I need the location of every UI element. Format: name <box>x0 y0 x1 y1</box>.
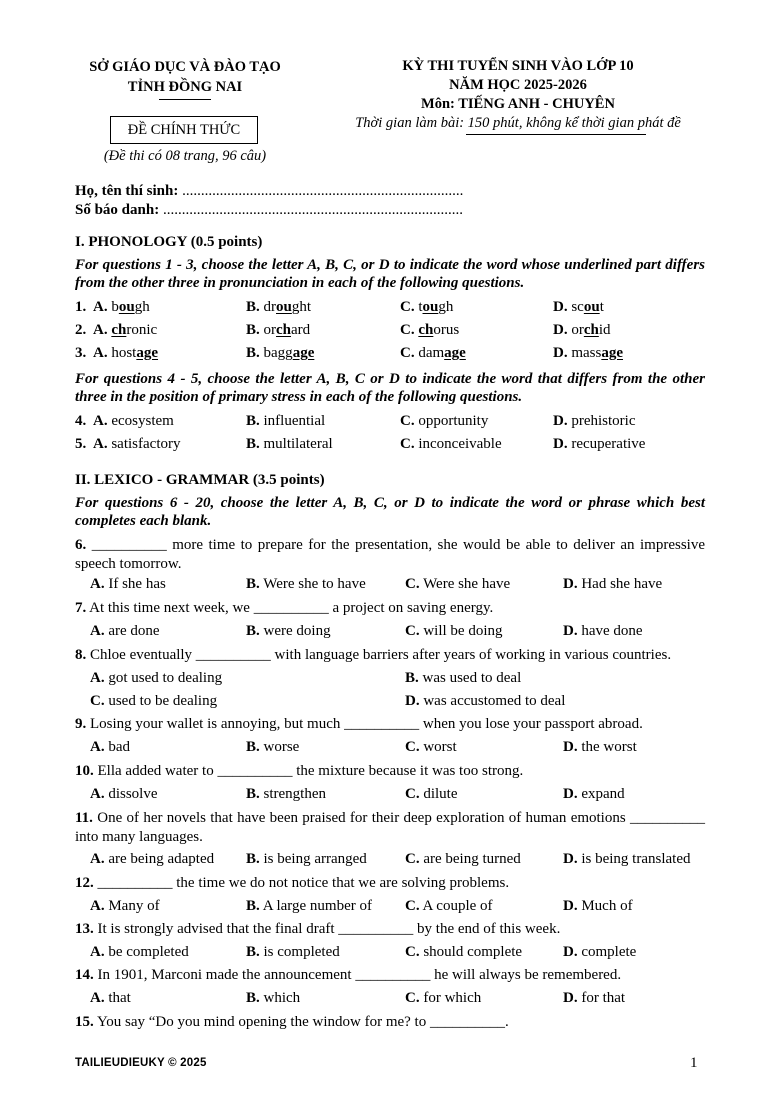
exam-title-block <box>318 57 718 135</box>
option-b[interactable]: B. drought <box>246 299 312 315</box>
option-c[interactable]: C. inconceivable <box>400 436 502 452</box>
section-title: II. LEXICO - GRAMMAR (3.5 points) <box>75 472 325 488</box>
option-c[interactable]: C. should complete <box>405 944 523 960</box>
candidate-id: Số báo danh: ................................................................................ <box>75 202 463 218</box>
option-c[interactable]: C. dilute <box>405 786 458 802</box>
option-c[interactable]: C. Were she have <box>405 576 511 592</box>
question-6-options <box>0 576 780 596</box>
option-a[interactable]: A. are done <box>90 623 160 639</box>
school-year: NĂM HỌC 2025-2026 <box>449 77 587 93</box>
question-7-options <box>0 623 780 643</box>
question-14-stem: 14. In 1901, Marconi made the announcement __________ he will always be remembered. <box>75 967 622 983</box>
question-3: 3. A. hostage B. baggage C. damage D. massage <box>75 345 624 361</box>
option-a[interactable]: A. that <box>90 990 131 1006</box>
exam-title: KỲ THI TUYỂN SINH VÀO LỚP 10 <box>402 58 634 74</box>
option-b[interactable]: B. multilateral <box>246 436 333 452</box>
option-b[interactable]: B. strengthen <box>246 786 326 802</box>
question-2: 2. A. chronic B. orchard C. chorus D. orchid <box>75 322 611 338</box>
instructions: For questions 4 - 5, choose the letter A, B, C or D to indicate the word that differs from the other three in the position of primary stress in each of the following questions. <box>75 371 705 405</box>
option-b[interactable]: B. Were she to have <box>246 576 366 592</box>
option-c[interactable]: C. damage <box>400 345 466 361</box>
option-a[interactable]: A. hostage <box>93 345 159 361</box>
question-6-stem: 6. __________ more time to prepare for the presentation, she would be able to deliver an impressive speech tomorrow. <box>75 537 705 572</box>
question-9-options <box>0 739 780 759</box>
instructions: For questions 6 - 20, choose the letter A, B, C, or D to indicate the word or phrase which best completes each blank. <box>75 495 705 529</box>
option-b[interactable]: B. were doing <box>246 623 331 639</box>
option-a[interactable]: A. chronic <box>93 322 158 338</box>
time-limit: Thời gian làm bài: 150 phút, không kể thời gian phát đề <box>355 115 681 131</box>
option-a[interactable]: A. got used to dealing <box>90 670 223 686</box>
question-8-stem: 8. Chloe eventually __________ with language barriers after years of working in various countries. <box>75 647 672 663</box>
option-c[interactable]: C. opportunity <box>400 413 489 429</box>
option-d[interactable]: D. scout <box>553 299 604 315</box>
option-b[interactable]: B. is being arranged <box>246 851 367 867</box>
question-8-options-row1 <box>0 670 780 690</box>
question-11-stem: 11. One of her novels that have been praised for their deep exploration of human emotions __________ into many languages. <box>75 810 705 845</box>
option-a[interactable]: A. be completed <box>90 944 189 960</box>
option-d[interactable]: D. prehistoric <box>553 413 636 429</box>
option-d[interactable]: D. expand <box>563 786 625 802</box>
question-4: 4. A. ecosystem B. influential C. opportunity D. prehistoric <box>75 413 636 429</box>
option-d[interactable]: D. Much of <box>563 898 633 914</box>
question-10-options <box>0 786 780 806</box>
option-d[interactable]: D. orchid <box>553 322 611 338</box>
option-b[interactable]: B. is completed <box>246 944 340 960</box>
divider <box>466 134 646 135</box>
option-d[interactable]: D. recuperative <box>553 436 646 452</box>
section-title: I. PHONOLOGY (0.5 points) <box>75 234 263 250</box>
issuer-line-2: TỈNH ĐỒNG NAI <box>127 79 243 95</box>
option-d[interactable]: D. is being translated <box>563 851 691 867</box>
divider <box>159 99 211 100</box>
question-15-stem: 15. You say “Do you mind opening the window for me? to __________. <box>75 1014 509 1030</box>
question-10-stem: 10. Ella added water to __________ the mixture because it was too strong. <box>75 763 524 779</box>
option-b[interactable]: B. A large number of <box>246 898 372 914</box>
option-d[interactable]: D. massage <box>553 345 624 361</box>
question-11-options <box>0 851 780 871</box>
option-b[interactable]: B. which <box>246 990 301 1006</box>
option-a[interactable]: A. If she has <box>90 576 166 592</box>
question-7-stem: 7. At this time next week, we __________ a project on saving energy. <box>75 600 494 616</box>
option-c[interactable]: C. are being turned <box>405 851 521 867</box>
option-b[interactable]: B. orchard <box>246 322 311 338</box>
question-14-options <box>0 990 780 1010</box>
option-c[interactable]: C. worst <box>405 739 457 755</box>
option-a[interactable]: A. dissolve <box>90 786 158 802</box>
option-a[interactable]: A. bough <box>93 299 150 315</box>
option-d[interactable]: D. for that <box>563 990 626 1006</box>
question-5: 5. A. satisfactory B. multilateral C. inconceivable D. recuperative <box>75 436 646 452</box>
option-b[interactable]: B. was used to deal <box>405 670 522 686</box>
question-13-stem: 13. It is strongly advised that the final draft __________ by the end of this week. <box>75 921 561 937</box>
option-c[interactable]: C. used to be dealing <box>90 693 218 709</box>
option-d[interactable]: D. have done <box>563 623 643 639</box>
instructions: For questions 1 - 3, choose the letter A, B, C, or D to indicate the word whose underlined part differs from the other three in pronunciation in each of the following questions. <box>75 257 705 291</box>
question-1: 1. A. bough B. drought C. tough D. scout <box>75 299 604 315</box>
option-a[interactable]: A. satisfactory <box>93 436 181 452</box>
option-d[interactable]: D. Had she have <box>563 576 663 592</box>
option-a[interactable]: A. are being adapted <box>90 851 215 867</box>
option-d[interactable]: D. was accustomed to deal <box>405 693 566 709</box>
option-d[interactable]: D. the worst <box>563 739 637 755</box>
option-b[interactable]: B. baggage <box>246 345 315 361</box>
official-stamp: ĐỀ CHÍNH THỨC <box>110 116 258 144</box>
pages-note: (Đề thi có 08 trang, 96 câu) <box>103 148 267 164</box>
option-b[interactable]: B. worse <box>246 739 300 755</box>
question-8-options-row2 <box>0 693 780 713</box>
subject: Môn: TIẾNG ANH - CHUYÊN <box>421 96 615 112</box>
option-a[interactable]: A. Many of <box>90 898 160 914</box>
option-c[interactable]: C. will be doing <box>405 623 503 639</box>
page-number: 1 <box>690 1055 698 1071</box>
candidate-name: Họ, tên thí sinh: ........................................................................... <box>75 183 464 199</box>
issuer-line-1: SỞ GIÁO DỤC VÀ ĐÀO TẠO <box>89 59 281 75</box>
issuer-block <box>60 57 310 100</box>
footer-brand: TAILIEUDIEUKY © 2025 <box>75 1057 207 1069</box>
question-9-stem: 9. Losing your wallet is annoying, but much __________ when you lose your passport abroad. <box>75 716 643 732</box>
option-c[interactable]: C. A couple of <box>405 898 493 914</box>
question-13-options <box>0 944 780 964</box>
option-a[interactable]: A. bad <box>90 739 131 755</box>
option-a[interactable]: A. ecosystem <box>93 413 174 429</box>
option-c[interactable]: C. chorus <box>400 322 460 338</box>
option-c[interactable]: C. tough <box>400 299 454 315</box>
question-12-stem: 12. __________ the time we do not notice that we are solving problems. <box>75 875 510 891</box>
option-d[interactable]: D. complete <box>563 944 637 960</box>
option-c[interactable]: C. for which <box>405 990 482 1006</box>
question-12-options <box>0 898 780 918</box>
option-b[interactable]: B. influential <box>246 413 326 429</box>
